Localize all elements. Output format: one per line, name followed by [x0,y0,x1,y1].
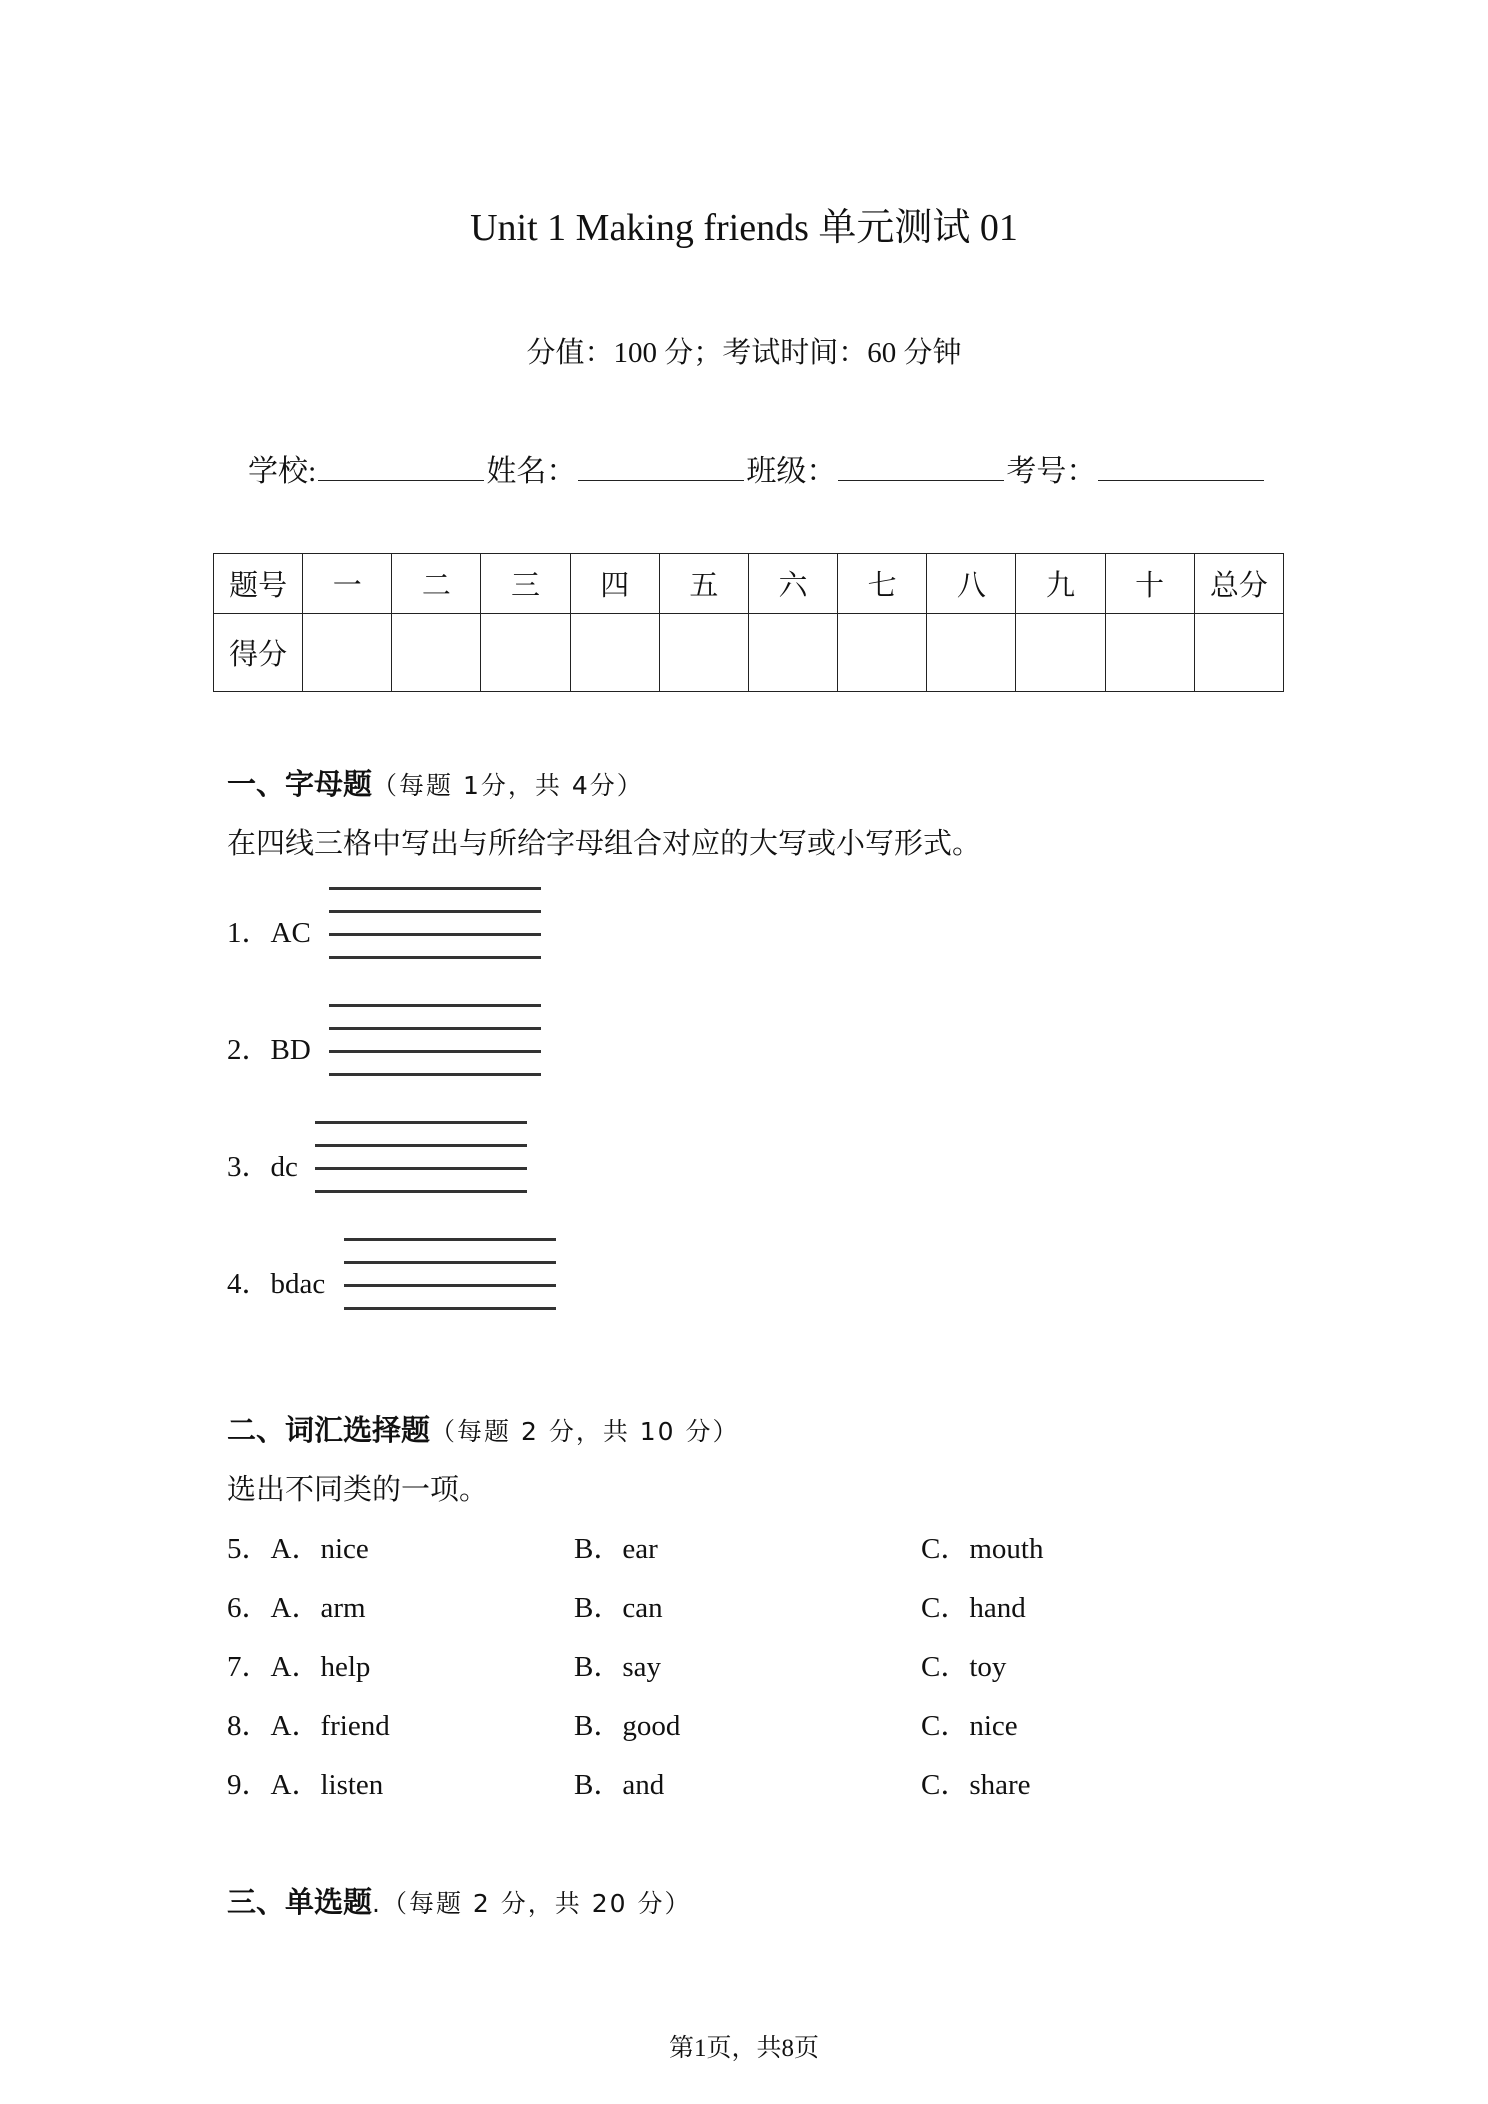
school-label: 学校: [248,455,317,488]
vocab-question-6 [227,1585,366,1626]
question-number: 2． [227,1034,271,1066]
option-a[interactable]: A．arm [270,1592,366,1624]
option-c[interactable]: C．mouth [921,1533,1044,1565]
score-header-cell: 十 [1105,554,1194,614]
section3-note: .（每题 2 分，共 20 分） [372,1889,692,1918]
question-letters: AC [270,917,311,949]
option-a[interactable]: A．friend [270,1710,390,1742]
class-label: 班级： [746,455,837,488]
score-cell[interactable] [392,614,481,692]
score-header-cell: 总分 [1194,554,1283,614]
score-cell[interactable] [1194,614,1283,692]
score-cell[interactable] [927,614,1016,692]
score-header-cell: 三 [481,554,570,614]
score-header-cell: 六 [748,554,837,614]
section1-note: （每题 1分，共 4分） [372,771,644,800]
school-blank[interactable] [318,452,484,481]
question-number: 4． [227,1268,271,1300]
option-b[interactable]: B．can [574,1592,663,1624]
section3-title: 三、单选题 [227,1887,373,1919]
letter-question-1 [227,910,311,951]
section1-instruction: 在四线三格中写出与所给字母组合对应的大写或小写形式。 [227,828,982,860]
score-cell[interactable] [481,614,570,692]
name-blank[interactable] [578,452,744,481]
score-cell[interactable] [570,614,659,692]
score-cell[interactable] [1105,614,1194,692]
vocab-question-7 [227,1644,370,1685]
score-header-cell: 题号 [214,554,303,614]
question-number: 9． [227,1769,271,1801]
option-b[interactable]: B．and [574,1769,665,1801]
section2-title: 二、词汇选择题 [227,1415,431,1447]
option-a[interactable]: A．help [270,1651,371,1683]
letter-question-3 [227,1144,298,1185]
class-blank[interactable] [838,452,1004,481]
score-cell[interactable] [659,614,748,692]
section1-heading [227,762,644,803]
vocab-question-9 [227,1762,383,1803]
question-number: 3． [227,1151,271,1183]
question-letters: bdac [270,1268,326,1300]
section2-note: （每题 2 分，共 10 分） [430,1417,740,1446]
score-header-cell: 二 [392,554,481,614]
score-header-cell: 四 [570,554,659,614]
score-header-cell: 五 [659,554,748,614]
question-letters: BD [270,1034,311,1066]
page-title: Unit 1 Making friends 单元测试 01 [470,207,1018,249]
vocab-question-5 [227,1526,369,1567]
question-number: 8． [227,1710,271,1742]
option-b[interactable]: B．ear [574,1533,658,1565]
section1-title: 一、字母题 [227,769,373,801]
exam-subtitle: 分值：100 分；考试时间：60 分钟 [526,337,962,369]
section2-heading [227,1408,740,1449]
four-line-grid[interactable] [315,1121,527,1193]
exam-number-label: 考号： [1006,455,1097,488]
question-number: 5． [227,1533,271,1565]
score-cell[interactable] [838,614,927,692]
score-header-cell: 九 [1016,554,1105,614]
score-cell[interactable] [1016,614,1105,692]
four-line-grid[interactable] [344,1238,556,1310]
name-label: 姓名： [486,455,577,488]
option-a[interactable]: A．listen [270,1769,384,1801]
score-row-label: 得分 [214,614,303,692]
student-info-row [248,446,1266,490]
score-cell[interactable] [748,614,837,692]
score-cell[interactable] [303,614,392,692]
option-b[interactable]: B．say [574,1651,662,1683]
page-footer: 第1页，共8页 [668,2035,819,2062]
option-c[interactable]: C．share [921,1769,1031,1801]
option-b[interactable]: B．good [574,1710,681,1742]
section2-instruction: 选出不同类的一项。 [227,1474,489,1506]
four-line-grid[interactable] [329,1004,541,1076]
question-number: 7． [227,1651,271,1683]
section3-heading [227,1880,691,1921]
option-c[interactable]: C．nice [921,1710,1018,1742]
score-header-cell: 一 [303,554,392,614]
question-number: 6． [227,1592,271,1624]
exam-number-blank[interactable] [1098,452,1264,481]
score-header-cell: 八 [927,554,1016,614]
letter-question-2 [227,1027,311,1068]
letter-question-4 [227,1261,325,1302]
question-number: 1． [227,917,271,949]
score-header-cell: 七 [838,554,927,614]
score-table [213,553,1284,692]
vocab-question-8 [227,1703,390,1744]
score-table-header-row [214,554,1284,614]
option-c[interactable]: C．hand [921,1592,1026,1624]
score-table-score-row [214,614,1284,692]
option-a[interactable]: A．nice [270,1533,369,1565]
question-letters: dc [270,1151,298,1183]
option-c[interactable]: C．toy [921,1651,1007,1683]
four-line-grid[interactable] [329,887,541,959]
